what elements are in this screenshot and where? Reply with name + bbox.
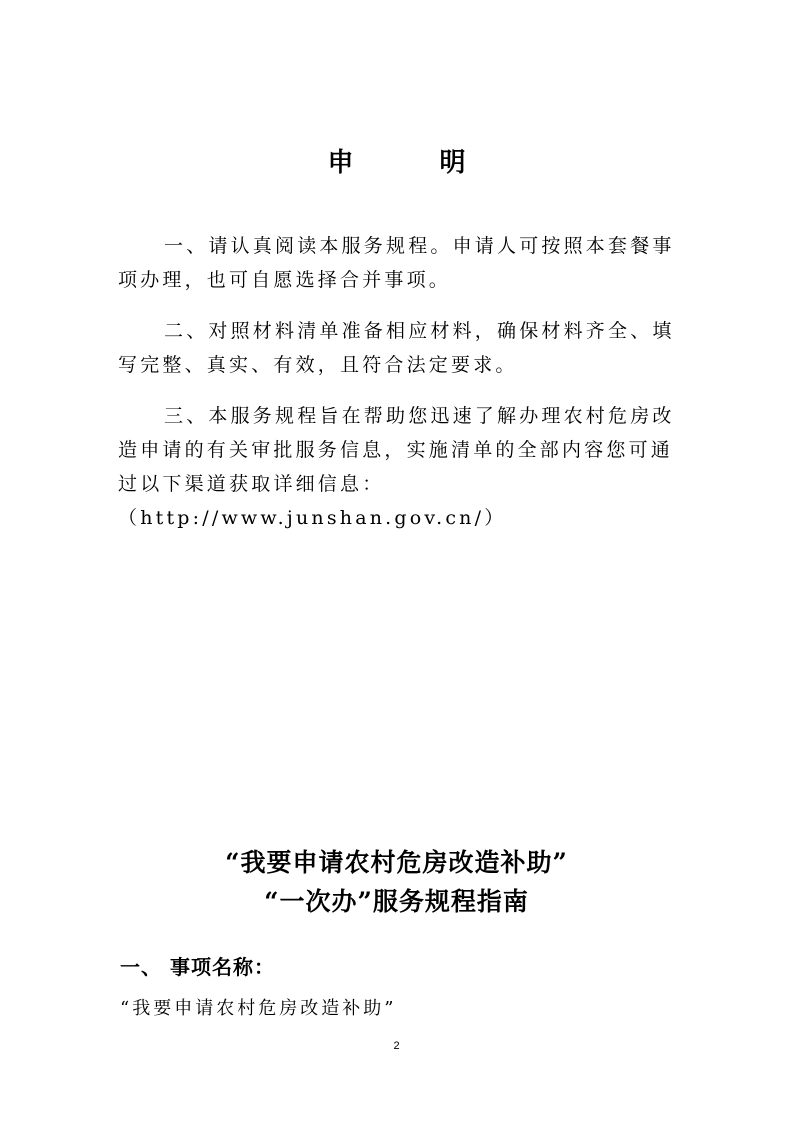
page-number: 2 [393,1040,400,1052]
section-heading-item-name: 一、 事项名称： [120,955,275,979]
declaration-paragraph-2: 二、对照材料清单准备相应材料，确保材料齐全、填写完整、真实、有效，且符合法定要求。 [118,320,675,376]
guide-title-line-1: “我要申请农村危房改造补助” [225,848,568,877]
declaration-paragraph-1: 一、请认真阅读本服务规程。申请人可按照本套餐事项办理，也可自愿选择合并事项。 [118,235,675,291]
declaration-title: 申 明 [327,148,496,178]
guide-title-line-2: “一次办”服务规程指南 [264,887,529,916]
declaration-paragraph-3: 三、本服务规程旨在帮助您迅速了解办理农村危房改造申请的有关审批服务信息，实施清单的全部内容您可通过以下渠道获取详细信息：（http://www.junshan.gov.cn/） [118,405,675,529]
section-body-item-name: “我要申请农村危房改造补助” [120,998,397,1019]
